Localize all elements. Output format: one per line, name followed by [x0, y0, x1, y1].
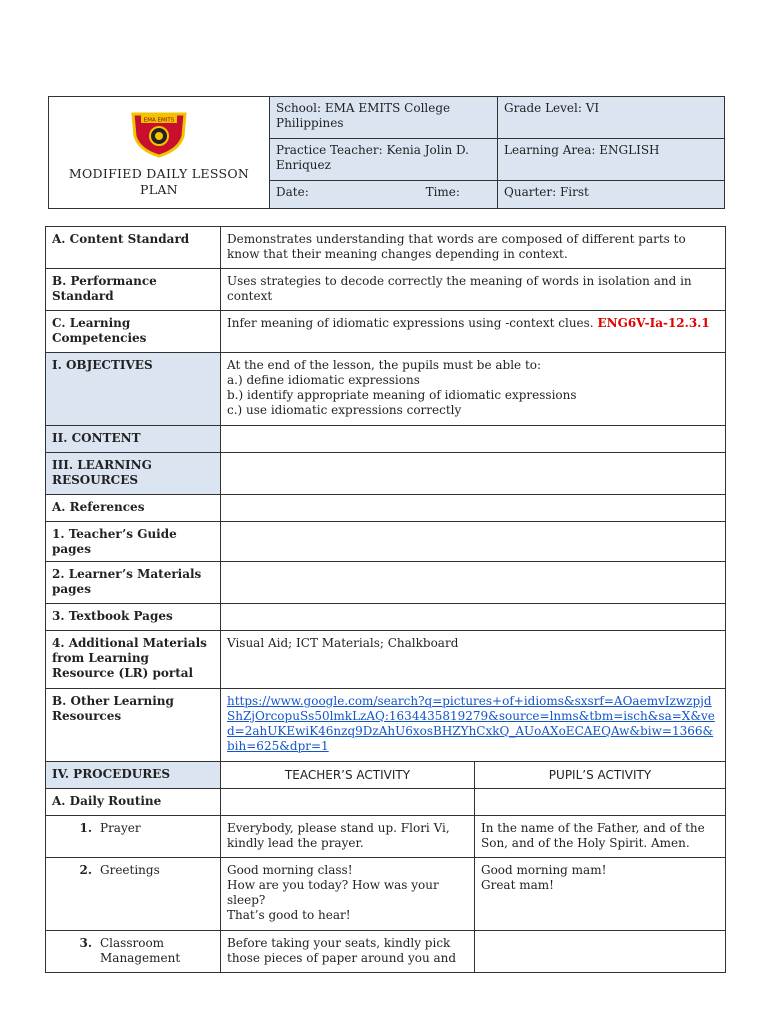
daily-routine-pupil — [475, 789, 726, 816]
classroom-pupil — [475, 931, 726, 973]
classroom-number: 3. — [79, 936, 92, 950]
competency-code: ENG6V-Ia-12.3.1 — [597, 316, 710, 330]
teacher-activity-header: TEACHER’S ACTIVITY — [221, 762, 475, 789]
learning-competencies-value — [221, 311, 726, 353]
logo-text: EMA EMITS — [143, 117, 175, 123]
prayer-number: 1. — [79, 821, 92, 835]
greeting-reply: Good morning mam! — [481, 863, 607, 877]
practice-teacher-cell: Practice Teacher: Kenia Jolin D. Enriquez — [270, 139, 498, 181]
content-standard-value: Demonstrates understanding that words are composed of different parts to know that their meaning changes depending in context. — [221, 227, 726, 269]
teachers-guide-value — [221, 522, 726, 562]
lesson-plan-table — [45, 226, 726, 973]
additional-materials-label: 4. Additional Materials from Learning Resource (LR) portal — [46, 631, 221, 689]
greetings-label: Greetings — [100, 863, 160, 877]
greeting-reply: Great mam! — [481, 878, 554, 892]
references-value — [221, 495, 726, 522]
textbook-value — [221, 604, 726, 631]
prayer-pupil: In the name of the Father, and of the Son, and of the Holy Spirit. Amen. — [475, 816, 726, 858]
objectives-intro: At the end of the lesson, the pupils must be able to: — [227, 358, 542, 372]
prayer-teacher: Everybody, please stand up. Flori Vi, kindly lead the prayer. — [221, 816, 475, 858]
date-label: Date: — [276, 185, 309, 199]
objectives-label: I. OBJECTIVES — [46, 353, 221, 426]
learning-competencies-label: C. Learning Competencies — [46, 311, 221, 353]
procedures-label: IV. PROCEDURES — [46, 762, 221, 789]
textbook-label: 3. Textbook Pages — [46, 604, 221, 631]
prayer-label: Prayer — [100, 821, 141, 835]
daily-routine-teacher — [221, 789, 475, 816]
header-table — [48, 96, 725, 209]
other-resources-label: B. Other Learning Resources — [46, 689, 221, 762]
quarter-cell: Quarter: First — [498, 181, 725, 209]
content-standard-label: A. Content Standard — [46, 227, 221, 269]
resource-link[interactable]: https://www.google.com/search?q=pictures+of+idioms&sxsrf=AOaemvIzwzpjdShZjOrcopuSs50lmkLzAQ:1634435819279&source=lnms&tbm=isch&sa=X&ved=2ahUKEwiK46nzq9DzAhU6xosBHZYhCxkQ_AUoAXoECAEQAw&biw=1366&bih=625&dpr=1 — [227, 694, 715, 753]
learning-resources-label: III. LEARNING RESOURCES — [46, 453, 221, 495]
learners-materials-label: 2. Learner’s Materials pages — [46, 562, 221, 604]
school-logo — [129, 108, 189, 158]
objective-item: b.) identify appropriate meaning of idiomatic expressions — [227, 388, 577, 402]
greetings-pupil — [475, 858, 726, 931]
content-label: II. CONTENT — [46, 426, 221, 453]
prayer-label-cell — [46, 816, 221, 858]
objective-item: c.) use idiomatic expressions correctly — [227, 403, 462, 417]
references-label: A. References — [46, 495, 221, 522]
greeting-line: How are you today? How was your sleep? — [227, 878, 439, 907]
greetings-number: 2. — [79, 863, 92, 877]
page-title: MODIFIED DAILY LESSON PLAN — [68, 165, 250, 197]
learning-area-cell: Learning Area: ENGLISH — [498, 139, 725, 181]
greeting-line: That’s good to hear! — [227, 908, 351, 922]
competency-text: Infer meaning of idiomatic expressions using -context clues. — [227, 316, 594, 330]
teachers-guide-label: 1. Teacher’s Guide pages — [46, 522, 221, 562]
objective-item: a.) define idiomatic expressions — [227, 373, 420, 387]
daily-routine-label: A. Daily Routine — [46, 789, 221, 816]
learning-resources-value — [221, 453, 726, 495]
learners-materials-value — [221, 562, 726, 604]
additional-materials-value: Visual Aid; ICT Materials; Chalkboard — [221, 631, 726, 689]
performance-standard-label: B. Performance Standard — [46, 269, 221, 311]
school-cell: School: EMA EMITS College Philippines — [270, 97, 498, 139]
greeting-line: Good morning class! — [227, 863, 353, 877]
classroom-label-cell — [46, 931, 221, 973]
date-time-cell — [270, 181, 498, 209]
grade-level-cell: Grade Level: VI — [498, 97, 725, 139]
pupil-activity-header: PUPIL’S ACTIVITY — [475, 762, 726, 789]
performance-standard-value: Uses strategies to decode correctly the meaning of words in isolation and in context — [221, 269, 726, 311]
objectives-value — [221, 353, 726, 426]
time-label: Time: — [425, 185, 460, 199]
content-value — [221, 426, 726, 453]
classroom-label: Classroom Management — [100, 936, 181, 965]
other-resources-value — [221, 689, 726, 762]
greetings-label-cell — [46, 858, 221, 931]
logo-title-cell — [49, 97, 270, 209]
greetings-teacher — [221, 858, 475, 931]
classroom-teacher: Before taking your seats, kindly pick those pieces of paper around you and — [221, 931, 475, 973]
